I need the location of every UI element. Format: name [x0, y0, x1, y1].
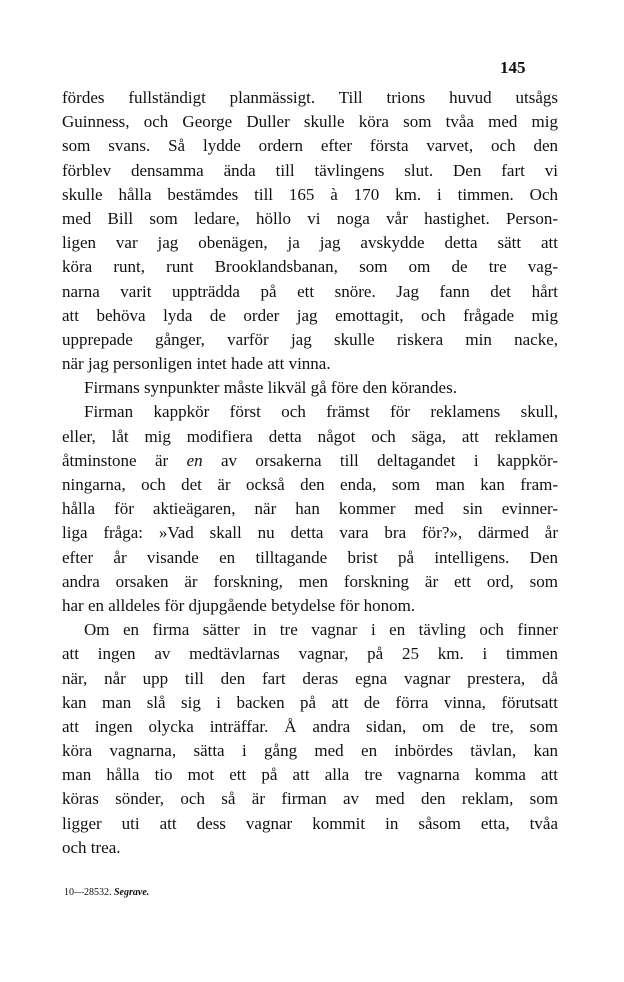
text-line: eller, låt mig modifiera detta något och säga, att reklamen	[62, 426, 558, 446]
text-line: kan man slå sig i backen på att de förra vinna, förutsatt	[62, 692, 558, 712]
signature-number: 10—28532.	[64, 887, 112, 898]
text-line: andra orsaken är forskning, men forskning är ett ord, som	[62, 571, 558, 591]
text-line: narna varit uppträdda på ett snöre. Jag fann det hårt	[62, 281, 558, 301]
text-line: och trea.	[62, 837, 121, 857]
text-line: med Bill som ledare, höllo vi noga vår hastighet. Person-	[62, 208, 558, 228]
text-line: ligger uti att dess vagnar kommit in såsom etta, tvåa	[62, 813, 558, 833]
text-line: ningarna, och det är också den enda, som man kan fram-	[62, 475, 558, 494]
text-line: ligen var jag obenägen, ja jag avskydde detta sätt att	[62, 233, 558, 253]
emphasis: en	[186, 450, 203, 470]
printer-signature-mark	[64, 887, 149, 898]
text-line: Om en firma sätter in tre vagnar i en tävling och finner	[84, 620, 558, 640]
text-line: hålla för aktieägaren, när han kommer med sin evinner-	[62, 499, 558, 519]
text-line: efter år visande en tilltagande brist på intelligens. Den	[62, 547, 558, 567]
text-line: Firmans synpunkter måste likväl gå före den körandes.	[84, 378, 457, 398]
text-line: upprepade gånger, varför jag skulle riskera min nacke,	[62, 329, 558, 349]
page-number: 145	[500, 58, 526, 77]
body-text	[62, 86, 558, 860]
text-line: skulle hålla bestämdes till 165 à 170 km. i timmen. Och	[62, 184, 558, 204]
text-line: att behöva lyda de order jag emottagit, och frågade mig	[62, 305, 558, 325]
text-line: man hålla tio mot ett på att alla tre vagnarna komma att	[62, 765, 558, 785]
text-line: liga fråga: »Vad skall nu detta vara bra för?», därmed år	[62, 523, 558, 543]
text-line: åtminstone är en av orsakerna till deltagandet i kappkör-	[62, 450, 558, 470]
text-line: har en alldeles för djupgående betydelse för honom.	[62, 595, 416, 615]
text-line: Guinness, och George Duller skulle köra som tvåa med mig	[62, 112, 558, 132]
text-line: att ingen olycka inträffar. Å andra sidan, om de tre, som	[62, 716, 558, 736]
text-line: Firman kappkör först och främst för reklamens skull,	[84, 402, 558, 422]
signature-name: Segrave.	[114, 887, 150, 898]
text-line: som svans. Så lydde ordern efter första varvet, och den	[62, 136, 558, 156]
text-line: när, når upp till den fart deras egna vagnar prestera, då	[62, 668, 558, 688]
text-line: att ingen av medtävlarnas vagnar, på 25 km. i timmen	[62, 644, 558, 664]
text-line: när jag personligen intet hade att vinna.	[62, 354, 331, 374]
text-line: köra runt, runt Brooklandsbanan, som om de tre vag-	[62, 257, 558, 277]
text-line: köras sönder, och så är firman av med den reklam, som	[62, 789, 558, 809]
text-line: köra vagnarna, sätta i gång med en inbördes tävlan, kan	[62, 741, 558, 761]
text-line: förblev densamma ända till tävlingens slut. Den fart vi	[62, 160, 558, 180]
text-line: fördes fullständigt planmässigt. Till trions huvud utsågs	[62, 88, 558, 107]
